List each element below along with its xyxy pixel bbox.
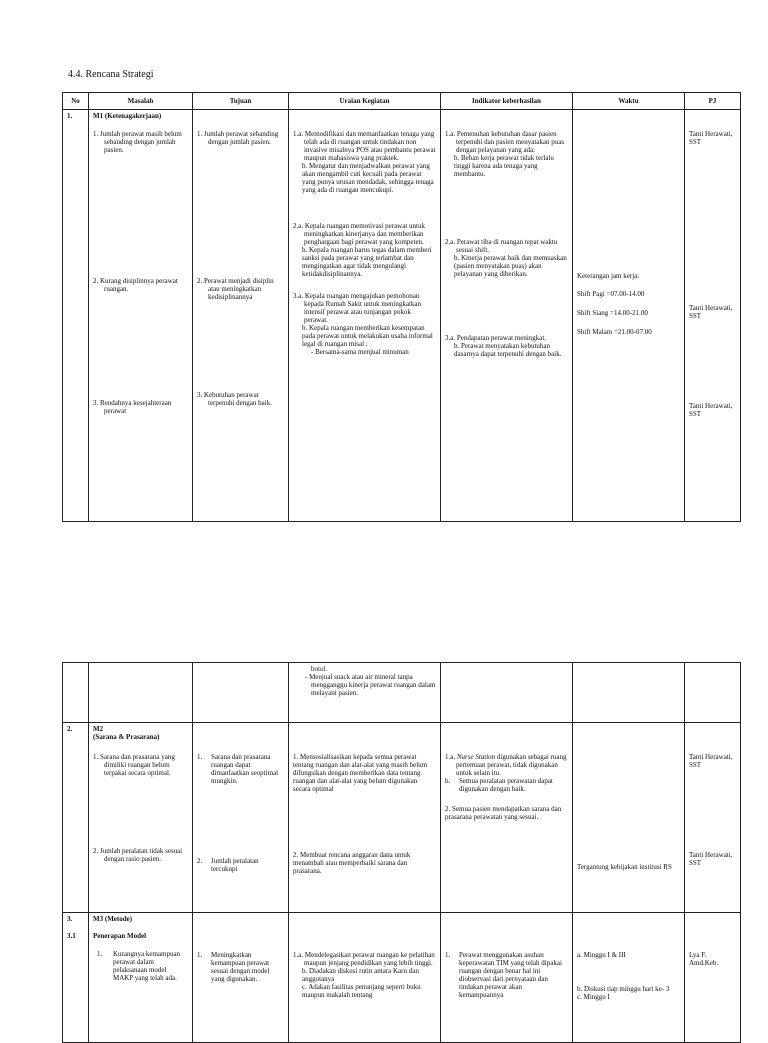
header-pj: PJ bbox=[685, 93, 741, 110]
row-number: 3. 3.1 bbox=[63, 913, 89, 1043]
header-waktu: Waktu bbox=[573, 93, 685, 110]
cell-indikator: 1.a. Nurse Station digunakan sebagai ruang pertemuan perawat, tidak digunakan untuk selain itu. b. Semua peralatan perawatan dapat digunakan dengan baik. 2. Semua pasien mendapatkan sarana dan prasarana perawatan yang sesuai. bbox=[441, 723, 573, 913]
section-heading-m1: M1 (Ketenagakerjaan) bbox=[93, 112, 162, 120]
header-uraian: Uraian Kegiatan bbox=[289, 93, 441, 110]
cell-pj: Tanti Herawati, SST Tanti Herawati, SST Tanti Herawati, SST bbox=[685, 110, 741, 522]
section-heading-m2: M2 bbox=[93, 725, 104, 733]
cell-pj: Lya F. Amd.Keb. bbox=[685, 913, 741, 1043]
strategy-table-part2 bbox=[62, 662, 741, 1043]
cell-waktu: Tergantung kebijakan institusi RS bbox=[573, 723, 685, 913]
cell-masalah: M2 (Sarana & Prasarana) 1. Sarana dan prasarana yang dimiliki ruangan belum terpakai secara optimal. 2. Jumlah peralatan tidak sesuai dengan rasio pasien. bbox=[89, 723, 193, 913]
cell-uraian-continued: botol. - Menjual snack atau air mineral tanpa mengganggu kinerja perawat ruangan dalam melayani pasien. bbox=[289, 663, 441, 723]
cell-waktu: a. Minggu I & III b. Diskusi tiap minggu hari ke- 3 c. Minggu I bbox=[573, 913, 685, 1043]
cell-indikator: 1.a. Pemenuhan kebutuhan dasar pasien terpenuhi dan pasien menyatakan puas dengan pelayanan yang ada. b. Beban kerja perawat tidak terlalu tinggi karena ada tenaga yang membantu. 2.a. Perawat tiba di ruangan tepat waktu sesuai shift. b. Kinerja perawat baik dan memuaskan (pasien menyatakan puas) akan pelayanan yang diberikan. 3.a. Pendapatan perawat meningkat. b. Perawat menyatakan kebutuhan dasarnya dapat terpenuhi dengan baik. bbox=[441, 110, 573, 522]
cell-masalah: M1 (Ketenagakerjaan) 1. Jumlah perawat masih belum sebanding dengan jumlah pasien. 2. Kurang disiplinnya perawat ruangan. 3. Rendahnya kesejahteraan perawat bbox=[89, 110, 193, 522]
table-row-continuation bbox=[63, 663, 741, 723]
strategy-table-part1 bbox=[62, 92, 741, 522]
cell-tujuan: 1. Sarana dan prasarana ruangan dapat dimanfaatkan seoptimal mungkin. 2. Jumlah peralatan tercukupi bbox=[193, 723, 289, 913]
cell-uraian: 1.a. Mendelegasikan perawat ruangan ke pelatihan maupun jenjang pendidikan yang lebih tinggi. b. Diadakan diskusi rutin antara Karu dan anggotanya c. Adakan fasilitas penunjang seperti buku maupun makalah tentang bbox=[289, 913, 441, 1043]
cell-indikator: 1. Perawat menggunakan asuhan keperawatan TIM yang telah dipakai ruangan dengan benar hal ini diobservasi dari pernyataan dan tindakan perawat akan kemampuannya bbox=[441, 913, 573, 1043]
cell-uraian: 1. Mensosialisasikan kepada semua perawat tentang ruangan dan alat-alat yang masih belum difungsikan dengan memberikan data tentang ruangan dan alat-alat yang belum digunakan secara optimal 2. Membuat rencana anggaran dana untuk menambah atau memperbaiki sarana dan prasarana. bbox=[289, 723, 441, 913]
header-no: No bbox=[63, 93, 89, 110]
cell-waktu bbox=[573, 110, 685, 522]
header-indikator: Indikator keberhasilan bbox=[441, 93, 573, 110]
table-row-m1 bbox=[63, 110, 741, 522]
shift-pagi: Shift Pagi =07.00-14.00 bbox=[577, 290, 645, 298]
section-heading-m3: M3 (Metode) bbox=[93, 915, 133, 923]
header-masalah: Masalah bbox=[89, 93, 193, 110]
table-row-m2 bbox=[63, 723, 741, 913]
table-header-row bbox=[63, 93, 741, 110]
waktu-keterangan: Keterangan jam kerja: bbox=[577, 272, 640, 280]
table-row-m3 bbox=[63, 913, 741, 1043]
shift-malam: Shift Malam =21.00-07.00 bbox=[577, 328, 652, 336]
cell-pj: Tanti Herawati, SST Tanti Herawati, SST bbox=[685, 723, 741, 913]
section-title: 4.4. Rencana Strategi bbox=[68, 69, 154, 80]
row-number: 1. bbox=[63, 110, 89, 522]
row-number: 2. bbox=[63, 723, 89, 913]
shift-siang: Shift Siang =14.00-21.00 bbox=[577, 309, 648, 317]
cell-tujuan: 1. Meningkatkan kemampuan perawat sesuai dengan model yang digunakan. bbox=[193, 913, 289, 1043]
cell-tujuan: 1. Jumlah perawat sebanding dengan jumlah pasien. 2. Perawat menjadi disiplin atau meningkatkan kedisiplinannya 3. Kebutuhan perawat terpenuhi dengan baik. bbox=[193, 110, 289, 522]
cell-uraian: 1.a. Memodifikasi dan memanfaatkan tenaga yang telah ada di ruangan untuk tindakan non invasive misalnya POS atau pembantu perawat maupun mahasiswa yang praktek. b. Mengatur dan menjadwalkan perawat yang akan mengambil cuti kecuali pada perawat yang punya urusan mendadak, sehingga tenaga yang ada di ruangan mencukupi. 2.a. Kepala ruangan memotivasi perawat untuk meningkatkan kinerjanya dan memberikan penghargaan bagi perawat yang kompeten. b. Kepala ruangan harus tegas dalam memberi sanksi pada perawat yang terlambat dan mengingatkan agar tidak mengulangi ketidakdisiplinannya. 3.a. Kepala ruangan mengajukan pemohonan kepada Rumah Sakit untuk meningkatkan intensif perawat atau tunjangan pokok perawat. b. Kepala ruangan memberikan kesempatan pada perawat untuk melakukan usaha informal legal di ruangan misal : - Bersama-sama menjual minuman bbox=[289, 110, 441, 522]
header-tujuan: Tujuan bbox=[193, 93, 289, 110]
cell-masalah: M3 (Metode) Penerapan Model 1. Kurangnya kemampuan perawat dalam pelaksanaan model MAKP yang telah ada. bbox=[89, 913, 193, 1043]
